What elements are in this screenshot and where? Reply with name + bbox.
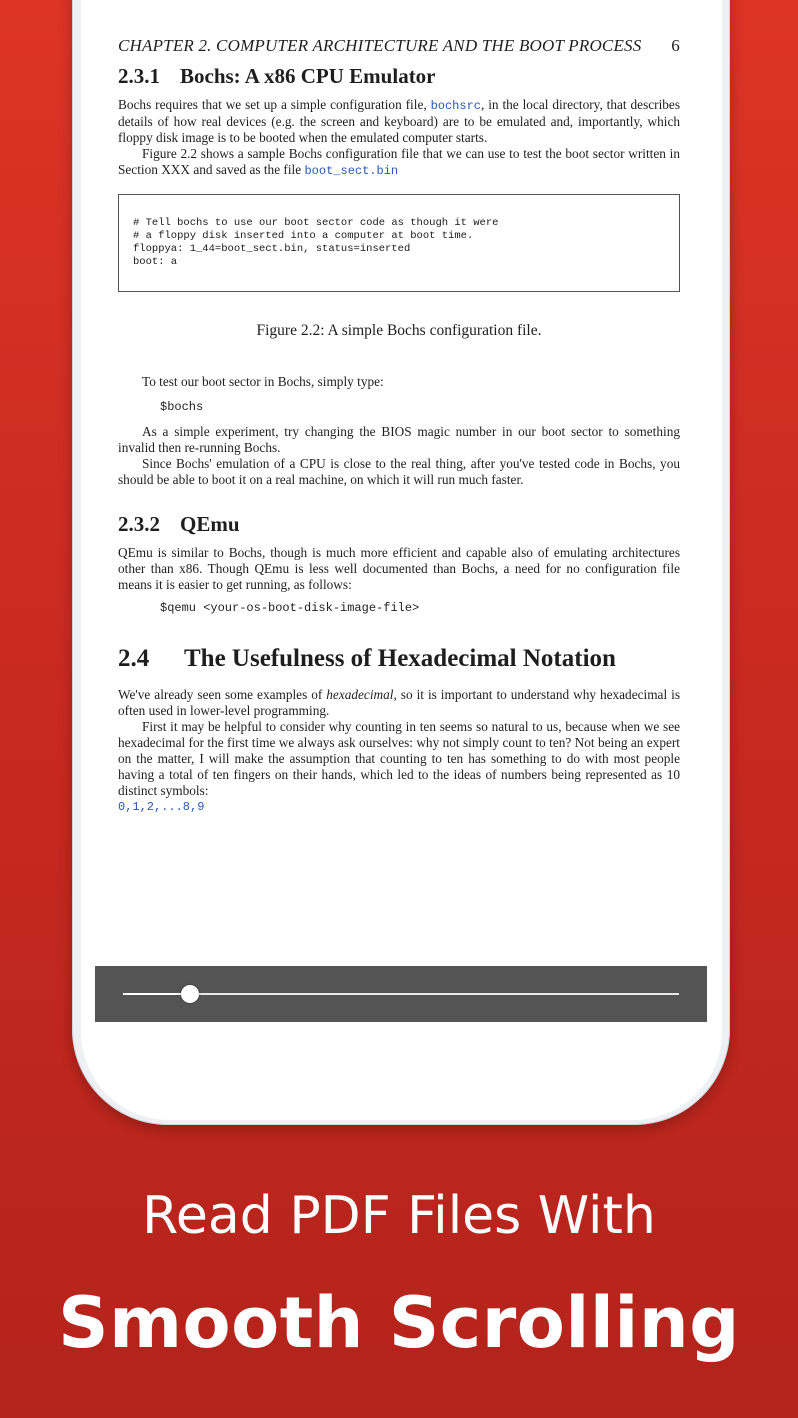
paragraph: As a simple experiment, try changing the BIOS magic number in our boot sector to something invalid then re-running Bochs. [118, 424, 680, 455]
paragraph-text: Bochs requires that we set up a simple configuration file, [118, 97, 431, 112]
section-heading-2-4 [118, 643, 680, 675]
emphasis-text: hexadecimal [326, 687, 394, 702]
paragraph: First it may be helpful to consider why counting in ten seems so natural to us, because when we see hexadecimal for the first time we always ask ourselves: why not simply count to ten? Not being an expert on the matter, I will make the assumption that counting to ten has something to do with most people having a total of ten fingers on their hands, which led to the ideas of numbers being represented as 10 distinct symbols: [118, 719, 680, 798]
figure-caption: Figure 2.2: A simple Bochs configuration file. [256, 322, 542, 339]
command-bochs: $bochs [160, 400, 204, 414]
page-number: 6 [671, 36, 680, 55]
section-title: Bochs: A x86 CPU Emulator [180, 64, 436, 88]
pdf-viewer-screen[interactable] [81, 0, 722, 1120]
paragraph [118, 97, 680, 146]
paragraph-text: Figure 2.2 shows a sample Bochs configuration file that we can use to test the boot sector written in Section XXX and saved as the file [118, 146, 680, 177]
pdf-page [118, 36, 680, 815]
digits-code: 0,1,2,...8,9 [118, 800, 205, 814]
paragraph [118, 146, 680, 179]
paragraph-text: , in the local directory, that describes details of how real devices (e.g. the screen and keyboard) are to be emulated and, importantly, which floppy disk image is to be booted when the emulated computer starts. [118, 97, 680, 145]
slider-fill [123, 993, 190, 995]
scroll-slider-bar [95, 966, 707, 1022]
running-head-text: CHAPTER 2. COMPUTER ARCHITECTURE AND THE BOOT PROCESS [118, 36, 642, 55]
code-link-boot-sect[interactable]: boot_sect.bin [304, 164, 399, 178]
code-link-bochsrc[interactable]: bochsrc [430, 99, 481, 113]
paragraph: QEmu is similar to Bochs, though is much more efficient and capable also of emulating architectures other than x86. Though QEmu is less well documented than Bochs, a need for no configuration file means it is easier to get running, as follows: [118, 545, 680, 592]
promo-subheadline: Smooth Scrolling [58, 1282, 740, 1364]
running-head [118, 36, 680, 56]
promo-headline: Read PDF Files With [142, 1186, 656, 1246]
paragraph: Since Bochs' emulation of a CPU is close to the real thing, after you've tested code in Bochs, you should be able to boot it on a real machine, on which it will run much faster. [118, 456, 680, 487]
section-number: 2.3.1 [118, 64, 160, 88]
slider-track[interactable] [123, 993, 679, 995]
paragraph-text: , so it is important to understand why hexadecimal is often used in lower-level programming. [118, 687, 680, 718]
section-number: 2.3.2 [118, 512, 160, 536]
paragraph: To test our boot sector in Bochs, simply type: [142, 374, 384, 389]
slider-thumb[interactable] [181, 985, 199, 1003]
section-heading-2-3-2 [118, 512, 680, 537]
section-heading-2-3-1 [118, 64, 680, 89]
paragraph [118, 687, 680, 719]
paragraph-text: We've already seen some examples of [118, 687, 327, 702]
command-qemu: $qemu <your-os-boot-disk-image-file> [160, 601, 420, 615]
section-number: 2.4 [118, 645, 150, 672]
section-title: QEmu [180, 512, 240, 536]
section-title: The Usefulness of Hexadecimal Notation [184, 645, 616, 672]
code-box: # Tell bochs to use our boot sector code as though it were # a floppy disk inserted into a computer at boot time. floppya: 1_44=boot_sect.bin, status=inserted boot: a [118, 194, 680, 292]
